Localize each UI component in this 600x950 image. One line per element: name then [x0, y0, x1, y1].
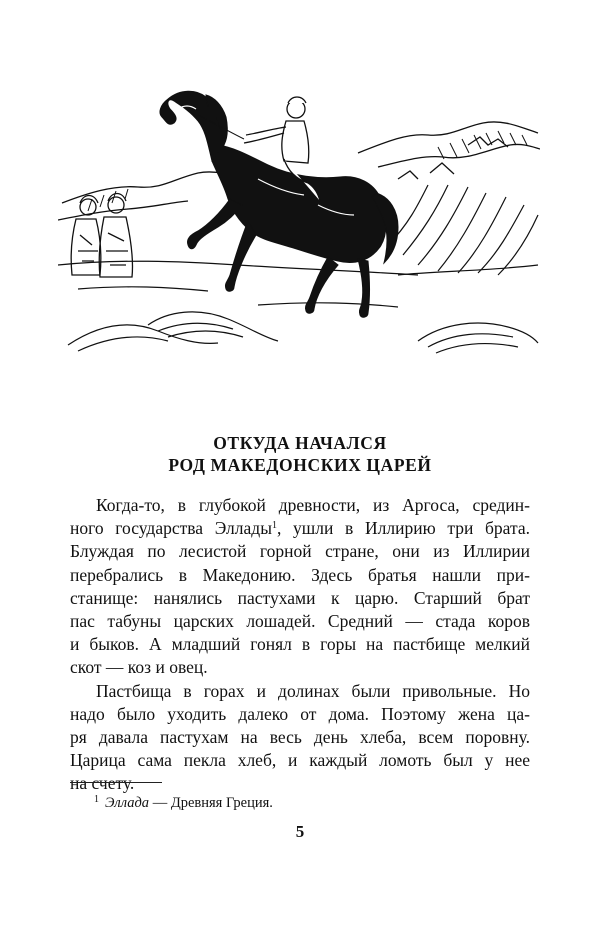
- paragraph-2-line-2: надо было уходить далеко от дома. Поэтому жена ца-: [70, 703, 530, 724]
- paragraph-2-line-5: на счету.: [70, 773, 135, 794]
- paragraph-1-line-7: и быков. А младший гонял в горы на пастбище мелкий: [70, 634, 530, 655]
- paragraph-2-line-4: Царица сама пекла хлеб, и каждый ломоть был у нее: [70, 750, 530, 771]
- footnote-term: Эллада: [105, 795, 150, 811]
- paragraph-1-line-5: станище: нанялись пастухами к царю. Старший брат: [70, 587, 530, 608]
- footnote-mark: 1: [94, 794, 99, 805]
- paragraph-2-line-1: Пастбища в горах и долинах были привольные. Но: [96, 680, 530, 701]
- paragraph-2-line-3: ря давала пастухам на весь день хлеба, всем поровну.: [70, 726, 530, 747]
- paragraph-1-line-4: перебрались в Македонию. Здесь братья нашли при-: [70, 564, 530, 585]
- paragraph-1-line-2: ного государства Эллады$^1$, ушли в Иллирию три брата.: [70, 518, 530, 539]
- paragraph-1-line-6: пас табуны царских лошадей. Средний — стада коров: [70, 610, 530, 631]
- paragraph-1-line-8: скот — коз и овец.: [70, 657, 208, 678]
- paragraph-1-line-1: Когда-то, в глубокой древности, из Аргоса, средин-: [96, 495, 530, 515]
- body-text: [70, 494, 530, 795]
- page-number: 5: [295, 822, 305, 841]
- chapter-title: [70, 432, 530, 476]
- footnote-divider: [70, 782, 162, 783]
- footnote-reference[interactable]: 1: [271, 520, 277, 532]
- paragraph-1-line-3: Блуждая по лесистой горной стране, они из Иллирии: [70, 541, 530, 562]
- chapter-title-line-2: РОД МАКЕДОНСКИХ ЦАРЕЙ: [168, 455, 432, 475]
- footnote: [94, 790, 273, 813]
- horse-rider-illustration-icon: [58, 75, 540, 375]
- chapter-title-line-1: ОТКУДА НАЧАЛСЯ: [213, 433, 387, 453]
- footnote-definition: — Древняя Греция.: [149, 795, 273, 811]
